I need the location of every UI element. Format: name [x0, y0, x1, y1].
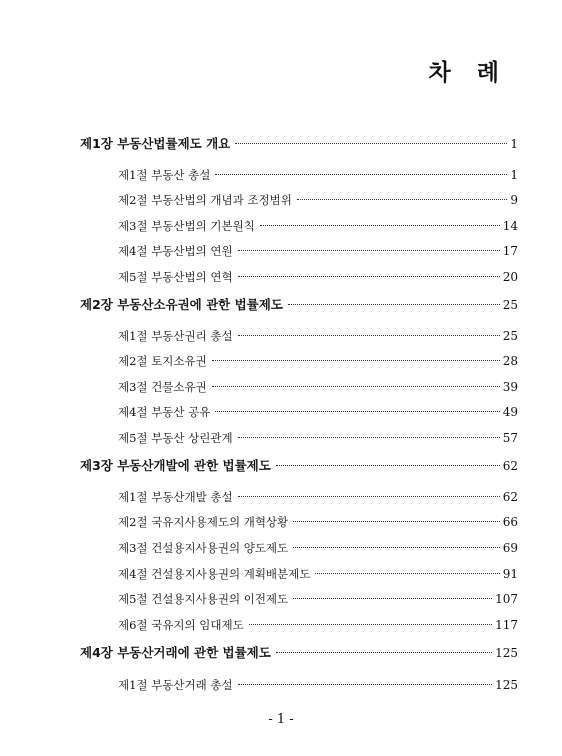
toc-section-entry	[118, 217, 518, 235]
toc-section-entry	[118, 488, 518, 506]
toc-dot-leader	[293, 547, 500, 548]
toc-entry-title: 제1장 부동산법률제도 개요	[80, 136, 231, 151]
toc-entry-page: 125	[495, 678, 518, 692]
toc-entry-title: 제4절 건설용지사용권의 계획배분제도	[118, 567, 311, 581]
toc-entry-page: 1	[510, 168, 518, 182]
toc-section-entry	[118, 191, 518, 209]
page-title: 차 례	[428, 60, 508, 86]
toc-entry-title: 제3절 부동산법의 기본원칙	[118, 219, 255, 233]
toc-dot-leader	[293, 521, 500, 522]
toc-section-entry	[118, 565, 518, 583]
toc-section-entry	[118, 590, 518, 608]
toc-entry-page: 9	[510, 193, 518, 207]
toc-entry-page: 66	[502, 515, 518, 529]
toc-entry-page: 91	[502, 567, 518, 581]
toc-dot-leader	[238, 335, 500, 336]
toc-dot-leader	[276, 652, 492, 653]
toc-entry-title: 제2절 부동산법의 개념과 조정범위	[118, 193, 292, 207]
toc-chapter-entry	[80, 296, 518, 314]
toc-section-entry	[118, 616, 518, 634]
toc-entry-title: 제2장 부동산소유권에 관한 법률제도	[80, 297, 283, 312]
toc-dot-leader	[238, 496, 500, 497]
toc-entry-title: 제5절 부동산법의 연혁	[118, 270, 233, 284]
toc-dot-leader	[276, 465, 500, 466]
toc-entry-page: 25	[502, 298, 518, 312]
toc-entry-page: 69	[502, 541, 518, 555]
toc-dot-leader	[238, 684, 492, 685]
toc-entry-title: 제1절 부동산권리 총설	[118, 329, 233, 343]
toc-dot-leader	[249, 624, 492, 625]
toc-entry-title: 제1절 부동산개발 총설	[118, 490, 233, 504]
toc-entry-title: 제6절 국유지의 임대제도	[118, 618, 244, 632]
toc-entry-title: 제2절 국유지사용제도의 개혁상황	[118, 515, 289, 529]
toc-dot-leader	[297, 199, 507, 200]
toc-dot-leader	[288, 304, 500, 305]
toc-entry-page: 125	[495, 646, 518, 660]
toc-entry-title: 제3절 건물소유권	[118, 380, 207, 394]
toc-section-entry	[118, 539, 518, 557]
footer-page-number: - 1 -	[268, 712, 294, 727]
toc-entry-page: 62	[502, 459, 518, 473]
toc-dot-leader	[315, 573, 499, 574]
toc-dot-leader	[212, 386, 500, 387]
toc-chapter-entry	[80, 457, 518, 475]
toc-section-entry	[118, 676, 518, 694]
toc-section-entry	[118, 166, 518, 184]
toc-entry-title: 제4절 부동산 공유	[118, 405, 211, 419]
toc-chapter-entry	[80, 644, 518, 662]
toc-section-entry	[118, 513, 518, 531]
toc-section-entry	[118, 352, 518, 370]
toc-dot-leader	[238, 437, 500, 438]
toc-entry-page: 49	[502, 405, 518, 419]
toc-entry-title: 제3절 건설용지사용권의 양도제도	[118, 541, 289, 555]
toc-dot-leader	[235, 143, 507, 144]
toc-entry-page: 17	[502, 244, 518, 258]
toc-dot-leader	[215, 174, 507, 175]
toc-entry-title: 제4절 부동산법의 연원	[118, 244, 233, 258]
toc-section-entry	[118, 403, 518, 421]
toc-entry-title: 제5절 건설용지사용권의 이전제도	[118, 592, 289, 606]
toc-section-entry	[118, 429, 518, 447]
toc-entry-page: 20	[502, 270, 518, 284]
toc-entry-page: 25	[502, 329, 518, 343]
toc-entry-title: 제3장 부동산개발에 관한 법률제도	[80, 458, 271, 473]
toc-entry-title: 제5절 부동산 상린관계	[118, 431, 233, 445]
toc-entry-page: 117	[495, 618, 518, 632]
toc-entry-page: 14	[502, 219, 518, 233]
toc-entry-title: 제4장 부동산거래에 관한 법률제도	[80, 645, 271, 660]
toc-entry-page: 39	[502, 380, 518, 394]
toc-dot-leader	[238, 276, 500, 277]
toc-section-entry	[118, 242, 518, 260]
toc-entry-page: 62	[502, 490, 518, 504]
toc-section-entry	[118, 378, 518, 396]
toc-section-entry	[118, 327, 518, 345]
toc-dot-leader	[215, 411, 499, 412]
toc-entry-title: 제2절 토지소유권	[118, 354, 207, 368]
toc-entry-title: 제1절 부동산거래 총설	[118, 678, 233, 692]
toc-entry-page: 57	[502, 431, 518, 445]
toc-dot-leader	[260, 225, 500, 226]
toc-entry-title: 제1절 부동산 총설	[118, 168, 211, 182]
toc-entry-page: 1	[510, 137, 518, 151]
toc-entry-page: 28	[502, 354, 518, 368]
toc-dot-leader	[238, 250, 500, 251]
toc-entry-page: 107	[495, 592, 518, 606]
toc-chapter-entry	[80, 135, 518, 153]
toc-section-entry	[118, 268, 518, 286]
toc-dot-leader	[212, 360, 500, 361]
toc-dot-leader	[293, 598, 492, 599]
